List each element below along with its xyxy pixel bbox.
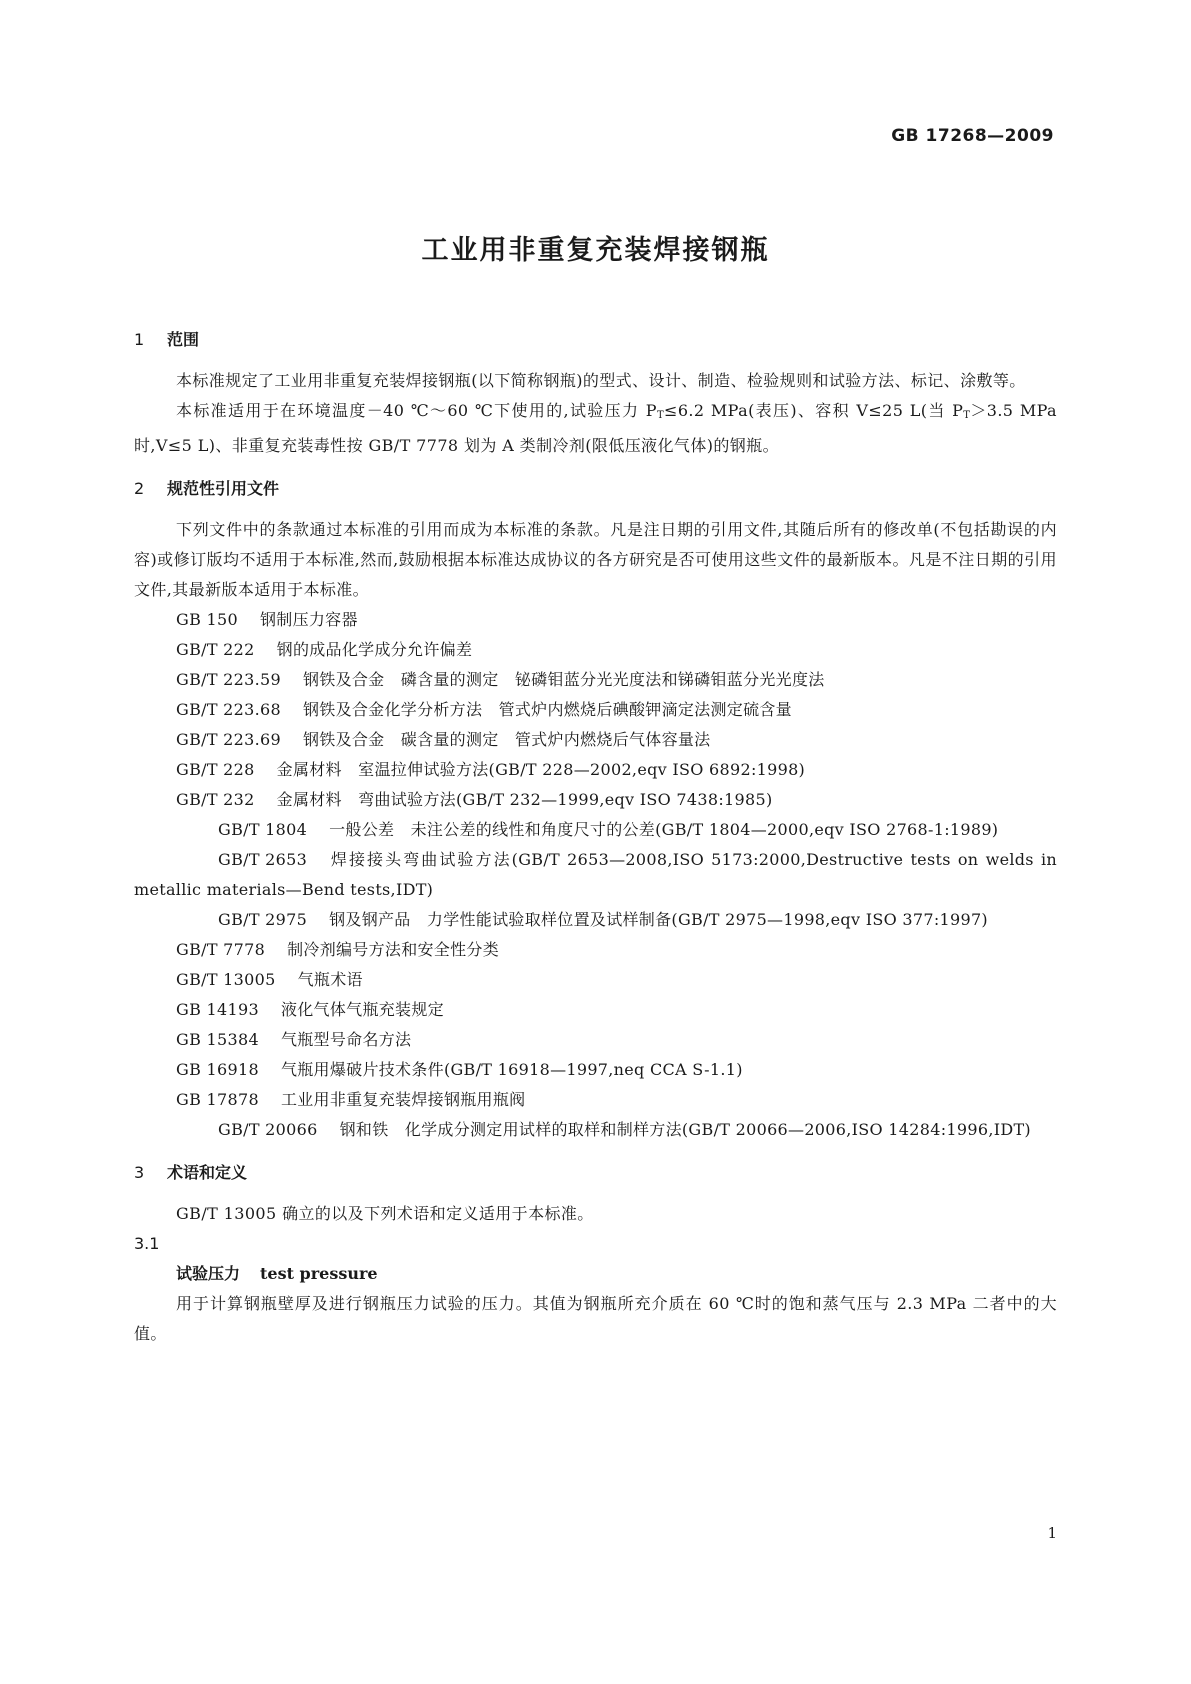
- scope-paragraph-2: 本标准适用于在环境温度－40 ℃～60 ℃下使用的,试验压力 PT≤6.2 MPa(表压)、容积 V≤25 L(当 PT＞3.5 MPa 时,V≤5 L)、非重复充装毒性按 GB/T 7778 划为 A 类制冷剂(限低压液化气体)的钢瓶。: [134, 401, 1057, 455]
- reference-item: GB/T 13005 气瓶术语: [176, 970, 363, 989]
- scope-paragraph-1: 本标准规定了工业用非重复充装焊接钢瓶(以下简称钢瓶)的型式、设计、制造、检验规则和试验方法、标记、涂敷等。: [176, 371, 1026, 390]
- reference-list: [134, 605, 1057, 1145]
- reference-item: GB/T 2975 钢及钢产品 力学性能试验取样位置及试样制备(GB/T 2975—1998,eqv ISO 377:1997): [218, 910, 988, 929]
- term-definition: 用于计算钢瓶壁厚及进行钢瓶压力试验的压力。其值为钢瓶所充介质在 60 ℃时的饱和蒸气压与 2.3 MPa 二者中的大值。: [134, 1294, 1057, 1343]
- reference-item: GB 150 钢制压力容器: [176, 610, 358, 629]
- document-body: [134, 326, 1057, 1349]
- section-title: 范围: [167, 330, 200, 349]
- reference-item: GB/T 1804 一般公差 未注公差的线性和角度尺寸的公差(GB/T 1804—2000,eqv ISO 2768-1:1989): [218, 820, 999, 839]
- normative-references-intro: 下列文件中的条款通过本标准的引用而成为本标准的条款。凡是注日期的引用文件,其随后所有的修改单(不包括勘误的内容)或修订版均不适用于本标准,然而,鼓励根据本标准达成协议的各方研究是否可使用这些文件的最新版本。凡是不注日期的引用文件,其最新版本适用于本标准。: [134, 520, 1057, 599]
- section-number: 3: [134, 1163, 145, 1182]
- reference-item: GB 17878 工业用非重复充装焊接钢瓶用瓶阀: [176, 1090, 526, 1109]
- section-number: 2: [134, 479, 145, 498]
- reference-item: GB/T 7778 制冷剂编号方法和安全性分类: [176, 940, 500, 959]
- subclause-number: 3.1: [134, 1234, 160, 1253]
- section-2-heading: [134, 475, 1057, 503]
- standard-number: GB 17268—2009: [891, 126, 1054, 146]
- section-1-heading: [134, 326, 1057, 354]
- reference-item: GB/T 20066 钢和铁 化学成分测定用试样的取样和制样方法(GB/T 20066—2006,ISO 14284:1996,IDT): [218, 1120, 1031, 1139]
- reference-item: GB 14193 液化气体气瓶充装规定: [176, 1000, 444, 1019]
- terms-intro: GB/T 13005 确立的以及下列术语和定义适用于本标准。: [176, 1204, 594, 1223]
- reference-item: GB 16918 气瓶用爆破片技术条件(GB/T 16918—1997,neq CCA S-1.1): [176, 1060, 743, 1079]
- page-number: 1: [1047, 1524, 1057, 1542]
- section-3-heading: [134, 1159, 1057, 1187]
- reference-item: GB/T 222 钢的成品化学成分允许偏差: [176, 640, 473, 659]
- reference-item: GB/T 228 金属材料 室温拉伸试验方法(GB/T 228—2002,eqv ISO 6892:1998): [176, 760, 806, 779]
- section-number: 1: [134, 330, 145, 349]
- section-title: 术语和定义: [167, 1163, 248, 1182]
- reference-item: GB/T 223.68 钢铁及合金化学分析方法 管式炉内燃烧后碘酸钾滴定法测定硫含量: [176, 700, 792, 719]
- reference-item: GB/T 223.69 钢铁及合金 碳含量的测定 管式炉内燃烧后气体容量法: [176, 730, 711, 749]
- reference-item: GB/T 223.59 钢铁及合金 磷含量的测定 铋磷钼蓝分光光度法和锑磷钼蓝分光光度法: [176, 670, 825, 689]
- reference-item: GB/T 232 金属材料 弯曲试验方法(GB/T 232—1999,eqv ISO 7438:1985): [176, 790, 773, 809]
- document-title: 工业用非重复充装焊接钢瓶: [421, 235, 770, 266]
- term-heading: [134, 1259, 1057, 1289]
- term-english: test pressure: [260, 1264, 378, 1283]
- reference-item: GB 15384 气瓶型号命名方法: [176, 1030, 412, 1049]
- section-title: 规范性引用文件: [167, 479, 280, 498]
- term-chinese: 试验压力: [176, 1264, 241, 1283]
- reference-item: GB/T 2653 焊接接头弯曲试验方法(GB/T 2653—2008,ISO 5173:2000,Destructive tests on welds in metallic materials—Bend tests,IDT): [134, 850, 1057, 899]
